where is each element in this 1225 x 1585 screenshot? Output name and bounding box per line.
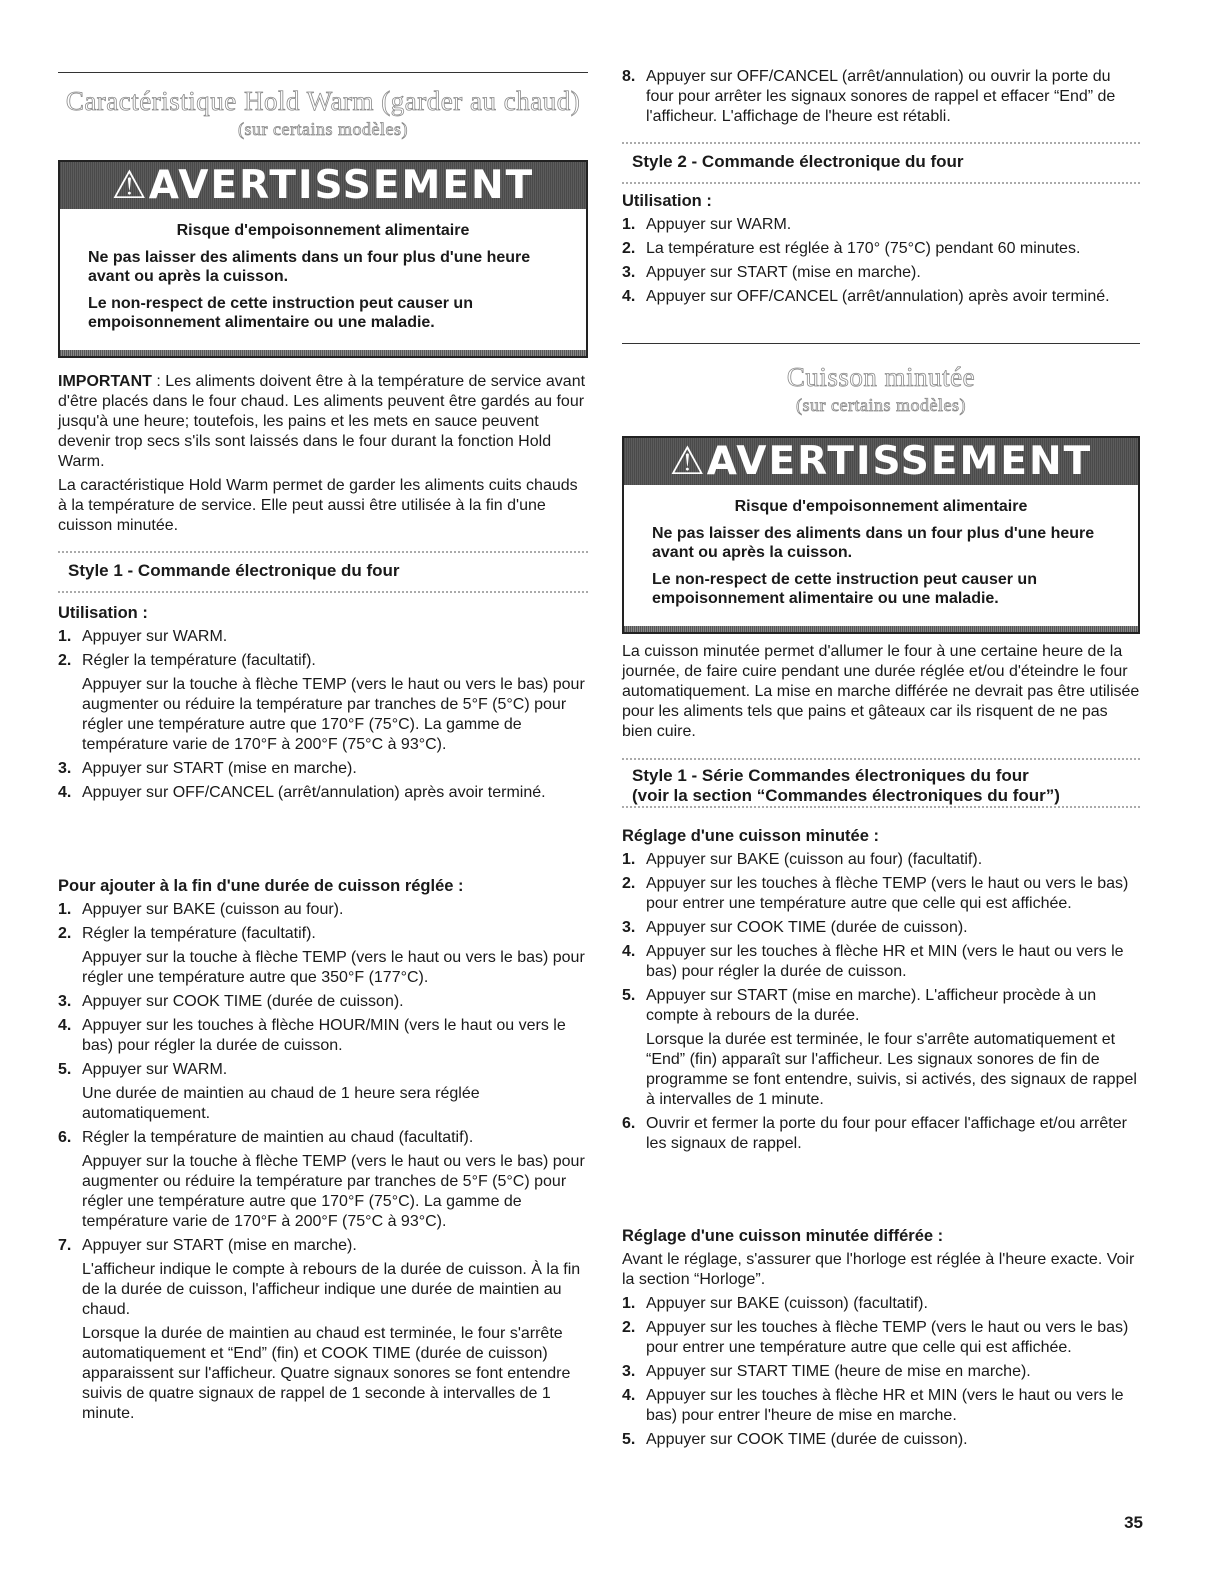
style2-title: Style 2 - Commande électronique du four: [632, 152, 964, 171]
step-number: 4.: [622, 288, 636, 305]
usage-section-2: [622, 191, 1140, 311]
list-item: [58, 992, 588, 1012]
list-item: [622, 918, 1140, 938]
step-number: 4.: [622, 1387, 636, 1404]
step-text: Appuyer sur OFF/CANCEL (arrêt/annulation) après avoir terminé.: [646, 288, 1110, 305]
style1-series-title-a: Style 1 - Série Commandes électroniques du four: [632, 766, 1029, 785]
timed-heading: Réglage d'une cuisson minutée :: [622, 827, 879, 845]
step-number: 2.: [58, 925, 72, 942]
warning-label-2: AVERTISSEMENT: [706, 439, 1093, 484]
list-item: [58, 1128, 588, 1232]
step-text: Appuyer sur BAKE (cuisson) (facultatif).: [646, 1295, 928, 1312]
step-text: Appuyer sur START (mise en marche).: [82, 760, 357, 777]
step-detail: Appuyer sur la touche à flèche TEMP (vers le haut ou vers le bas) pour augmenter ou réduire la température par tranches de 5°F (5°C) pour régler une température autre que 170°F (75°C). La gamme de température varie de 170°F à 200°F (75°C à 93°C).: [82, 1153, 585, 1230]
step-detail: Appuyer sur la touche à flèche TEMP (vers le haut ou vers le bas) pour augmenter ou réduire la température par tranches de 5°F (5°C) pour régler une température autre que 170°F (75°C). La gamme de température varie de 170°F à 200°F (75°C à 93°C).: [82, 676, 585, 753]
step-text: Appuyer sur les touches à flèche HOUR/MIN (vers le haut ou vers le bas) pour régler la durée de cuisson.: [82, 1017, 566, 1054]
list-item: [622, 1430, 1140, 1450]
add-heading: Pour ajouter à la fin d'une durée de cuisson réglée :: [58, 877, 464, 895]
step-number: 1.: [622, 1295, 636, 1312]
step-text: Appuyer sur START (mise en marche).: [82, 1237, 357, 1254]
section-rule: [622, 343, 1140, 344]
step-detail: Une durée de maintien au chaud de 1 heure sera réglée automatiquement.: [82, 1085, 480, 1122]
step-text: Appuyer sur COOK TIME (durée de cuisson).: [646, 1431, 968, 1448]
top-rule: [58, 72, 588, 73]
section-subtitle: (sur certains modèles): [238, 119, 408, 139]
warning-box: [58, 160, 588, 358]
list-item: [622, 942, 1140, 982]
warning-line-1: Ne pas laisser des aliments dans un four plus d'une heure avant ou après la cuisson.: [88, 249, 531, 285]
step-detail: Lorsque la durée de maintien au chaud est terminée, le four s'arrête automatiquement et “End” (fin) et COOK TIME (durée de cuisson) apparaissent sur l'afficheur. Quatre signaux sonores se font entendre suivis de quatre signaux de rappel de 1 seconde à intervalles de 1 minute.: [82, 1325, 571, 1422]
warning-box-2: [622, 436, 1140, 634]
step-number: 3.: [58, 993, 72, 1010]
style1-series-title-b: (voir la section “Commandes électroniques du four”): [632, 786, 1060, 805]
list-item: [622, 263, 1140, 283]
list-item: [58, 783, 588, 803]
important-paragraph: [58, 372, 588, 540]
usage-steps-2: [622, 215, 1140, 307]
style1-series-title: [632, 766, 1060, 806]
usage-heading-2: Utilisation :: [622, 192, 712, 210]
warning-bottom-band-2: [624, 626, 1138, 632]
list-item: [622, 1114, 1140, 1154]
step-text: Appuyer sur START (mise en marche).: [646, 264, 921, 281]
delayed-steps: [622, 1294, 1140, 1450]
section-title-hold-warm: [58, 86, 588, 140]
important-text: : Les aliments doivent être à la température de service avant d'être placés dans le four chaud. Les aliments peuvent être gardés au four jusqu'à une heure; toutefois, les pains et les mets en sauce peuvent devenir trop secs s'ils sont laissés dans le four durant la fonction Hold Warm.: [58, 373, 586, 470]
list-item: [58, 1016, 588, 1056]
add-steps: [58, 900, 588, 1424]
warning-line-1-2: Ne pas laisser des aliments dans un four plus d'une heure avant ou après la cuisson.: [652, 525, 1095, 561]
list-item: [622, 1362, 1140, 1382]
list-item: [622, 1386, 1140, 1426]
page-number: 35: [1124, 1513, 1143, 1532]
timed-steps: [622, 850, 1140, 1154]
warning-risk: Risque d'empoisonnement alimentaire: [176, 222, 470, 239]
step-number: 1.: [622, 851, 636, 868]
list-item: [622, 850, 1140, 870]
section-subtitle-2: (sur certains modèles): [796, 395, 966, 415]
style2-band: [622, 142, 1140, 184]
list-item: [622, 986, 1140, 1110]
step-text: Appuyer sur BAKE (cuisson au four) (facultatif).: [646, 851, 983, 868]
step-text: La température est réglée à 170° (75°C) pendant 60 minutes.: [646, 240, 1081, 257]
step-number: 3.: [58, 760, 72, 777]
section-title-2: Cuisson minutée: [786, 362, 976, 392]
step-number: 4.: [58, 1017, 72, 1034]
step-number: 2.: [58, 652, 72, 669]
section-title-cuisson: [622, 362, 1140, 416]
step-text: Appuyer sur les touches à flèche HR et MIN (vers le haut ou vers le bas) pour entrer l'heure de mise en marche.: [646, 1387, 1124, 1424]
step-number: 1.: [622, 216, 636, 233]
step-number: 4.: [58, 784, 72, 801]
important-label: IMPORTANT: [58, 373, 152, 390]
step-number: 3.: [622, 1363, 636, 1380]
step-text: Appuyer sur OFF/CANCEL (arrêt/annulation) ou ouvrir la porte du four pour arrêter les signaux sonores de rappel et effacer “End” de l'afficheur. L'affichage de l'heure est rétabli.: [646, 68, 1116, 125]
step-number: 2.: [622, 240, 636, 257]
step-detail: Lorsque la durée est terminée, le four s'arrête automatiquement et “End” (fin) apparaît sur l'afficheur. Les signaux sonores de fin de programme se font entendre, suivis, si activés, des signaux de rappel à intervalles de 1 minute.: [646, 1031, 1137, 1108]
step-number: 1.: [58, 901, 72, 918]
step-number: 8.: [622, 68, 636, 85]
step-number: 5.: [622, 987, 636, 1004]
warning-triangle-icon: ⚠: [111, 163, 149, 208]
step-text: Appuyer sur COOK TIME (durée de cuisson).: [646, 919, 968, 936]
style1-band: [58, 551, 588, 593]
usage-heading: Utilisation :: [58, 604, 148, 622]
style1-title: Style 1 - Commande électronique du four: [68, 561, 400, 580]
step-text: Appuyer sur START TIME (heure de mise en marche).: [646, 1363, 1031, 1380]
step-number: 6.: [622, 1115, 636, 1132]
step-text: Appuyer sur BAKE (cuisson au four).: [82, 901, 344, 918]
add-section: [58, 876, 588, 1428]
step-number: 7.: [58, 1237, 72, 1254]
list-item: [622, 215, 1140, 235]
step-number: 4.: [622, 943, 636, 960]
list-item: [58, 900, 588, 920]
step-text: Appuyer sur WARM.: [82, 1061, 228, 1078]
step-text: Ouvrir et fermer la porte du four pour effacer l'affichage et/ou arrêter les signaux de rappel.: [646, 1115, 1127, 1152]
usage-section: [58, 603, 588, 807]
step-text: Appuyer sur COOK TIME (durée de cuisson).: [82, 993, 404, 1010]
intro-paragraph: La caractéristique Hold Warm permet de garder les aliments cuits chauds à la température de service. Elle peut aussi être utilisée à la fin d'une cuisson minutée.: [58, 477, 578, 534]
step-number: 5.: [622, 1431, 636, 1448]
warning-risk-2: Risque d'empoisonnement alimentaire: [734, 498, 1028, 515]
step-number: 5.: [58, 1061, 72, 1078]
list-item: [58, 651, 588, 755]
step-text: Appuyer sur START (mise en marche). L'afficheur procède à un compte à rebours de la durée.: [646, 987, 1097, 1024]
step-text: Appuyer sur les touches à flèche HR et MIN (vers le haut ou vers le bas) pour régler la durée de cuisson.: [646, 943, 1124, 980]
delayed-section: [622, 1226, 1140, 1454]
style1-series-band: [622, 758, 1140, 808]
step-number: 2.: [622, 1319, 636, 1336]
step-number: 2.: [622, 875, 636, 892]
list-item: [622, 1318, 1140, 1358]
list-item: [58, 1060, 588, 1124]
warning-label: AVERTISSEMENT: [148, 163, 535, 208]
warning-title: [112, 163, 534, 208]
warning-bottom-band: [60, 350, 586, 356]
step-number: 6.: [58, 1129, 72, 1146]
list-item: [58, 1236, 588, 1424]
list-item: [622, 239, 1140, 259]
step-text: Régler la température (facultatif).: [82, 652, 316, 669]
step-text: Appuyer sur OFF/CANCEL (arrêt/annulation) après avoir terminé.: [82, 784, 546, 801]
step-text: Régler la température (facultatif).: [82, 925, 316, 942]
warning-line-2: Le non-respect de cette instruction peut causer un empoisonnement alimentaire ou une maladie.: [88, 295, 473, 331]
section-title: Caractéristique Hold Warm (garder au chaud): [65, 86, 581, 116]
step-number: 3.: [622, 919, 636, 936]
step-text: Régler la température de maintien au chaud (facultatif).: [82, 1129, 474, 1146]
warning-header-2: [624, 438, 1138, 485]
timed-section: [622, 826, 1140, 1158]
warning-title-2: [670, 439, 1092, 484]
step-text: Appuyer sur WARM.: [646, 216, 792, 233]
warning-triangle-icon: ⚠: [669, 439, 707, 484]
step-detail: L'afficheur indique le compte à rebours de la durée de cuisson. À la fin de la durée de cuisson, l'afficheur indique une durée de maintien au chaud.: [82, 1261, 581, 1318]
list-item: [622, 874, 1140, 914]
list-item: [58, 759, 588, 779]
step-text: Appuyer sur les touches à flèche TEMP (vers le haut ou vers le bas) pour entrer une température autre que celle qui est affichée.: [646, 1319, 1129, 1356]
step-detail: Appuyer sur la touche à flèche TEMP (vers le haut ou vers le bas) pour régler une température autre que 350°F (177°C).: [82, 949, 585, 986]
cuisson-intro: La cuisson minutée permet d'allumer le four à une certaine heure de la journée, de faire cuire pendant une durée réglée et/ou d'éteindre le four automatiquement. La mise en marche différée ne devrait pas être utilisée pour les aliments tels que pains et gâteaux car ils risquent de ne pas bien cuire.: [622, 643, 1140, 740]
warning-header: [60, 162, 586, 209]
list-item: [622, 67, 1140, 127]
delayed-heading: Réglage d'une cuisson minutée différée :: [622, 1227, 944, 1245]
step-number: 1.: [58, 628, 72, 645]
list-item: [58, 924, 588, 988]
list-item: [622, 287, 1140, 307]
list-item: [58, 627, 588, 647]
step-8: [622, 67, 1140, 127]
step-number: 3.: [622, 264, 636, 281]
warning-line-2-2: Le non-respect de cette instruction peut causer un empoisonnement alimentaire ou une maladie.: [652, 571, 1037, 607]
list-item: [622, 1294, 1140, 1314]
usage-steps: [58, 627, 588, 803]
delayed-intro: Avant le réglage, s'assurer que l'horloge est réglée à l'heure exacte. Voir la section “Horloge”.: [622, 1251, 1135, 1288]
step-text: Appuyer sur les touches à flèche TEMP (vers le haut ou vers le bas) pour entrer une température autre que celle qui est affichée.: [646, 875, 1129, 912]
step-text: Appuyer sur WARM.: [82, 628, 228, 645]
